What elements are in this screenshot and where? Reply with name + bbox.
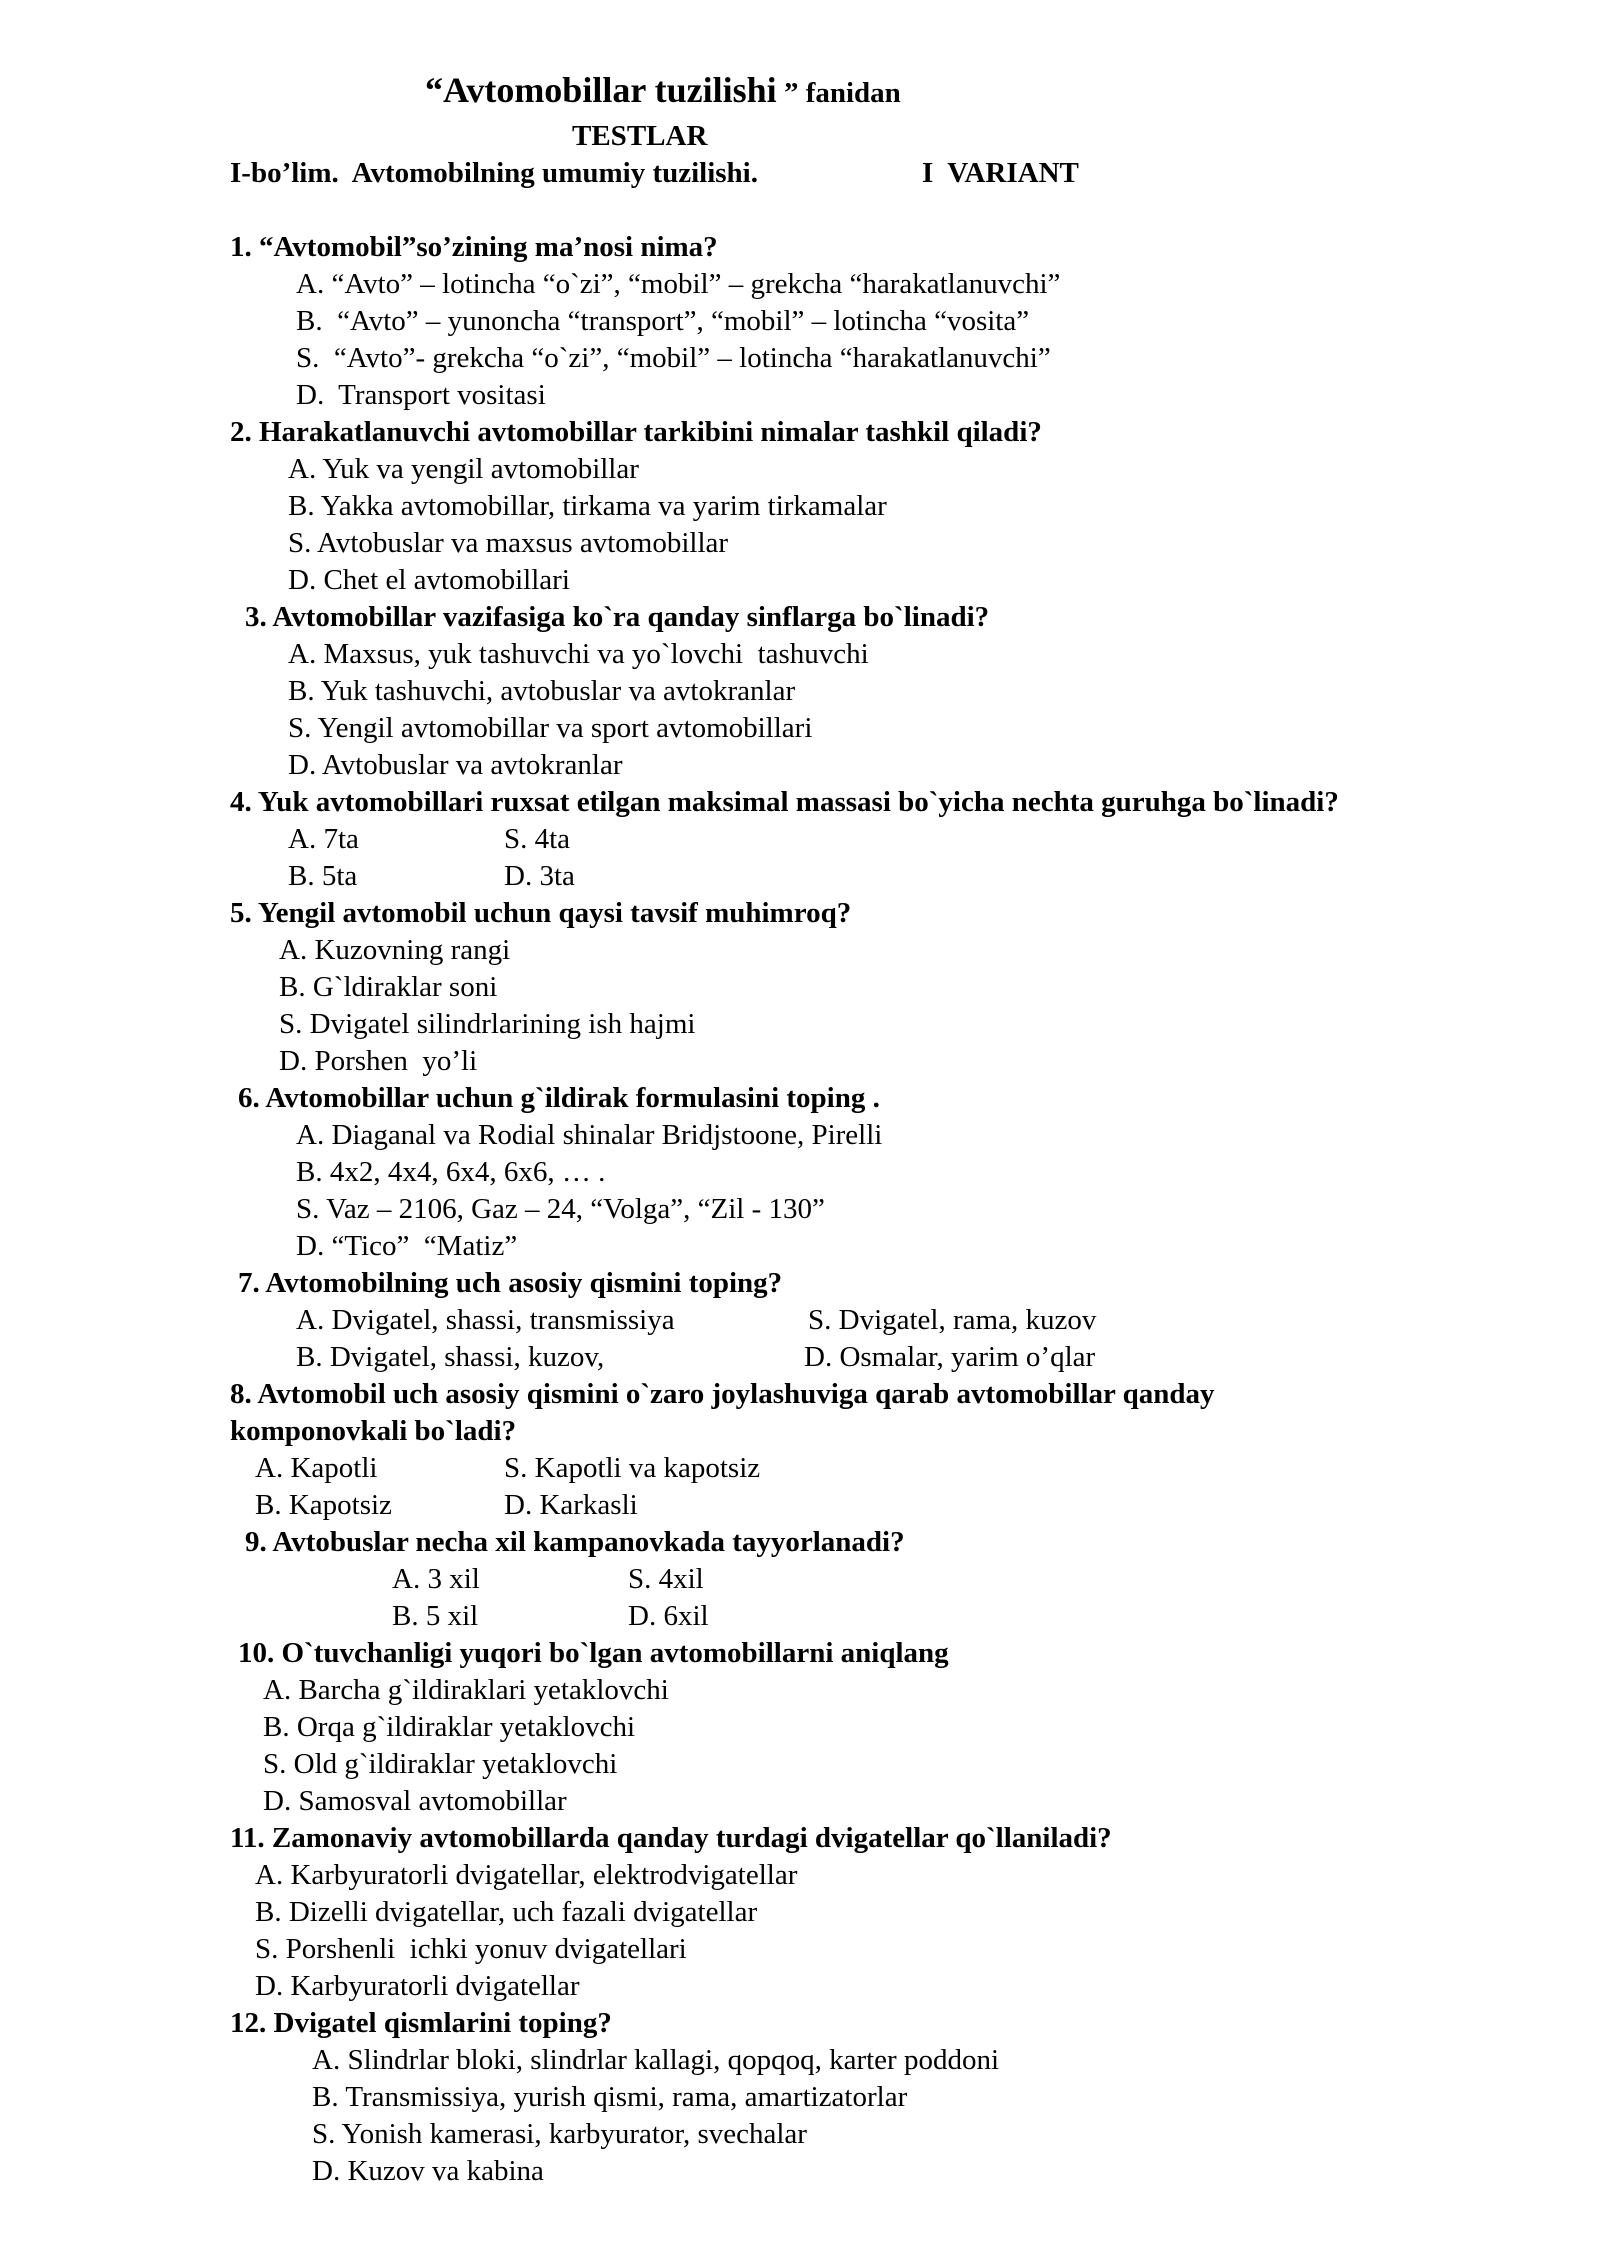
answer-10a: A. Barcha g`ildiraklari yetaklovchi xyxy=(263,1674,669,1706)
answer-2s: S. Avtobuslar va maxsus avtomobillar xyxy=(288,527,729,559)
answer-12d: D. Kuzov va kabina xyxy=(312,2155,544,2187)
title-main: “Avtomobillar tuzilishi xyxy=(425,70,777,110)
answer-10b: B. Orqa g`ildiraklar yetaklovchi xyxy=(263,1711,636,1743)
answer-1b: B. “Avto” – yunoncha “transport”, “mobil” – lotincha “vosita” xyxy=(296,305,1030,337)
answer-2b: B. Yakka avtomobillar, tirkama va yarim tirkamalar xyxy=(288,490,887,522)
question-11: 11. Zamonaviy avtomobillarda qanday turdagi dvigatellar qo`llaniladi? xyxy=(230,1822,1112,1854)
question-6: 6. Avtomobillar uchun g`ildirak formulasini toping . xyxy=(238,1082,880,1114)
answer-4d: D. 3ta xyxy=(504,860,575,892)
answer-4b: B. 5ta xyxy=(288,860,358,892)
title-suffix: ” fanidan xyxy=(783,77,901,109)
answer-7a: A. Dvigatel, shassi, transmissiya xyxy=(296,1304,675,1336)
variant-label: I VARIANT xyxy=(922,157,1079,189)
answer-9d: D. 6xil xyxy=(628,1600,709,1632)
answer-6b: B. 4x2, 4x4, 6x4, 6x6, … . xyxy=(296,1156,606,1188)
question-8: 8. Avtomobil uch asosiy qismini o`zaro joylashuviga qarab avtomobillar qanday xyxy=(230,1378,1215,1410)
question-12: 12. Dvigatel qismlarini toping? xyxy=(230,2007,612,2039)
answer-7b: B. Dvigatel, shassi, kuzov, xyxy=(296,1341,605,1373)
answer-12s: S. Yonish kamerasi, karbyurator, svechalar xyxy=(312,2118,807,2150)
answer-10d: D. Samosval avtomobillar xyxy=(263,1785,567,1817)
answer-1s: S. “Avto”- grekcha “o`zi”, “mobil” – lotincha “harakatlanuvchi” xyxy=(296,342,1051,374)
answer-6a: A. Diaganal va Rodial shinalar Bridjstoone, Pirelli xyxy=(296,1119,883,1151)
question-7: 7. Avtomobilning uch asosiy qismini toping? xyxy=(238,1267,783,1299)
section-heading: I-bo’lim. Avtomobilning umumiy tuzilishi. xyxy=(230,157,758,189)
answer-8s: S. Kapotli va kapotsiz xyxy=(504,1452,761,1484)
answer-10s: S. Old g`ildiraklar yetaklovchi xyxy=(263,1748,618,1780)
answer-7s: S. Dvigatel, rama, kuzov xyxy=(808,1304,1097,1336)
question-9: 9. Avtobuslar necha xil kampanovkada tayyorlanadi? xyxy=(245,1526,905,1558)
answer-4a: A. 7ta xyxy=(288,823,359,855)
answer-8d: D. Karkasli xyxy=(504,1489,638,1521)
question-8-cont: komponovkali bo`ladi? xyxy=(230,1415,517,1447)
answer-5d: D. Porshen yo’li xyxy=(279,1045,478,1077)
question-5: 5. Yengil avtomobil uchun qaysi tavsif muhimroq? xyxy=(230,897,852,929)
document-subtitle: TESTLAR xyxy=(572,120,708,152)
answer-11a: A. Karbyuratorli dvigatellar, elektrodvigatellar xyxy=(255,1859,798,1891)
answer-6d: D. “Tico” “Matiz” xyxy=(296,1230,518,1262)
answer-9b: B. 5 xil xyxy=(392,1600,479,1632)
answer-3d: D. Avtobuslar va avtokranlar xyxy=(288,749,623,781)
question-1: 1. “Avtomobil”so’zining ma’nosi nima? xyxy=(230,231,718,263)
answer-8a: A. Kapotli xyxy=(255,1452,378,1484)
answer-6s: S. Vaz – 2106, Gaz – 24, “Volga”, “Zil - 130” xyxy=(296,1193,825,1225)
answer-12a: A. Slindrlar bloki, slindrlar kallagi, qopqoq, karter poddoni xyxy=(312,2044,1000,2076)
answer-3s: S. Yengil avtomobillar va sport avtomobillari xyxy=(288,712,813,744)
answer-12b: B. Transmissiya, yurish qismi, rama, amartizatorlar xyxy=(312,2081,908,2113)
answer-1d: D. Transport vositasi xyxy=(296,379,546,411)
answer-5b: B. G`ldiraklar soni xyxy=(279,971,498,1003)
answer-11b: B. Dizelli dvigatellar, uch fazali dvigatellar xyxy=(255,1896,758,1928)
document-title xyxy=(425,72,901,112)
answer-4s: S. 4ta xyxy=(504,823,571,855)
answer-5s: S. Dvigatel silindrlarining ish hajmi xyxy=(279,1008,696,1040)
answer-2a: A. Yuk va yengil avtomobillar xyxy=(288,453,639,485)
answer-8b: B. Kapotsiz xyxy=(255,1489,392,1521)
answer-9a: A. 3 xil xyxy=(392,1563,480,1595)
answer-11d: D. Karbyuratorli dvigatellar xyxy=(255,1970,580,2002)
question-3: 3. Avtomobillar vazifasiga ko`ra qanday sinflarga bo`linadi? xyxy=(245,601,990,633)
question-2: 2. Harakatlanuvchi avtomobillar tarkibini nimalar tashkil qiladi? xyxy=(230,416,1042,448)
answer-11s: S. Porshenli ichki yonuv dvigatellari xyxy=(255,1933,687,1965)
answer-3a: A. Maxsus, yuk tashuvchi va yo`lovchi tashuvchi xyxy=(288,638,869,670)
answer-5a: A. Kuzovning rangi xyxy=(279,934,511,966)
answer-7d: D. Osmalar, yarim o’qlar xyxy=(804,1341,1096,1373)
answer-2d: D. Chet el avtomobillari xyxy=(288,564,570,596)
answer-9s: S. 4xil xyxy=(628,1563,704,1595)
question-4: 4. Yuk avtomobillari ruxsat etilgan maksimal massasi bo`yicha nechta guruhga bo`linadi? xyxy=(230,786,1339,818)
answer-3b: B. Yuk tashuvchi, avtobuslar va avtokranlar xyxy=(288,675,796,707)
question-10: 10. O`tuvchanligi yuqori bo`lgan avtomobillarni aniqlang xyxy=(238,1637,949,1669)
answer-1a: A. “Avto” – lotincha “o`zi”, “mobil” – grekcha “harakatlanuvchi” xyxy=(296,268,1061,300)
